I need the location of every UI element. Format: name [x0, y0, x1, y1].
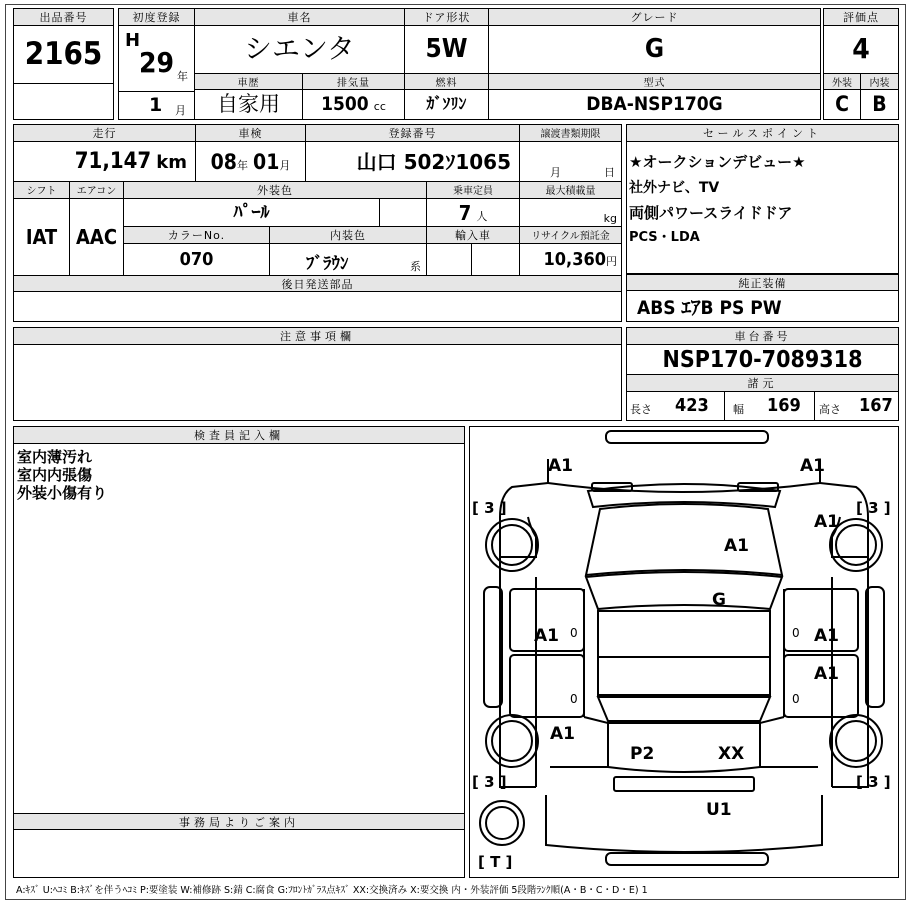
month-unit: 月: [175, 104, 186, 117]
recycle-label: リサイクル預託金: [520, 227, 621, 244]
mark-front-left: A1: [548, 456, 573, 476]
score-value: 4: [824, 26, 898, 74]
zero-mark: 0: [570, 692, 578, 706]
header-lot-box: [13, 8, 114, 120]
inspection-label: 車検: [196, 125, 306, 142]
height-cell: [815, 392, 898, 420]
tire-front-left-depth: [ 3 ]: [472, 499, 507, 517]
length-label: 長さ: [630, 403, 652, 416]
sales-line: PCS・LDA: [629, 230, 700, 245]
mark-door-rear-right: A1: [814, 664, 839, 684]
transfer-cell: [520, 142, 621, 182]
displacement-label: 排気量: [303, 74, 405, 90]
door-type: 5W: [405, 26, 489, 74]
load-cell: [520, 199, 621, 227]
inspector-note: 外装小傷有り: [17, 484, 108, 502]
length-value: 423: [675, 395, 709, 416]
lot-label: 出品番号: [14, 9, 113, 26]
mark-hood: A1: [724, 536, 749, 556]
car-name: シエンタ: [195, 26, 405, 74]
transfer-month: 月: [550, 166, 561, 179]
mileage-cell: [14, 142, 196, 182]
mark-windshield: G: [712, 590, 726, 610]
color-value: ﾊﾟｰﾙ: [124, 199, 380, 227]
interior-label: 内装: [861, 74, 898, 90]
first-reg-label: 初度登録: [119, 9, 195, 26]
exterior-label: 外装: [824, 74, 861, 90]
aircon-label: エアコン: [70, 182, 124, 199]
zero-mark: 0: [792, 692, 800, 706]
insp-month-unit: 月: [279, 159, 291, 172]
sales-line: ★オークションデビュー★: [629, 153, 806, 171]
width-cell: [725, 392, 815, 420]
history-label: 車歴: [195, 74, 303, 90]
mileage-label: 走行: [14, 125, 196, 142]
load-label: 最大積載量: [520, 182, 621, 199]
equipment-label: 純正装備: [627, 274, 898, 291]
grade-value: G: [489, 26, 820, 74]
grade-label: グレード: [489, 9, 820, 26]
shift-label: シフト: [14, 182, 70, 199]
load-unit: kg: [603, 212, 617, 225]
displacement-cell: [303, 90, 405, 119]
recycle-cell: [520, 244, 621, 275]
insp-year: 08: [210, 150, 237, 174]
inspector-box: [13, 426, 465, 878]
score-box: [823, 8, 899, 120]
inspector-note: 室内薄汚れ: [17, 448, 93, 466]
score-label: 評価点: [824, 9, 898, 26]
insp-year-unit: 年: [236, 159, 248, 172]
office-label: 事務局よりご案内: [14, 813, 464, 830]
recycle-value: 10,360: [543, 249, 606, 270]
spare-tire-mark: [ T ]: [478, 853, 513, 871]
vehicle-details-box: [13, 124, 622, 322]
colorno-label: カラーNo.: [124, 227, 270, 244]
intcolor-value: ﾌﾞﾗｳﾝ: [306, 254, 349, 274]
intcolor-suffix: 系: [410, 260, 421, 273]
reg-month: 1: [149, 94, 163, 116]
colorno-value: 070: [124, 244, 270, 275]
car-outline-svg: [470, 427, 898, 877]
width-label: 幅: [733, 403, 744, 416]
model-label: 型式: [489, 74, 820, 90]
mileage-unit: km: [156, 152, 187, 173]
sales-line: 社外ナビ、TV: [629, 180, 720, 196]
lot-number: 2165: [14, 26, 113, 84]
history-value: 自家用: [195, 90, 303, 119]
length-cell: [627, 392, 725, 420]
chassis-label: 車台番号: [627, 328, 898, 345]
mileage-value: 71,147: [74, 149, 152, 174]
notes-label: 注意事項欄: [14, 328, 621, 345]
height-label: 高さ: [819, 403, 841, 416]
damage-diagram: [469, 426, 899, 878]
sales-line: 両側パワースライドドア: [629, 204, 793, 222]
transfer-label: 譲渡書類期限: [520, 125, 621, 142]
color-label: 外装色: [124, 182, 427, 199]
mark-rear-bumper: U1: [706, 800, 732, 820]
transfer-day: 日: [604, 166, 615, 179]
first-reg-cell: [119, 26, 195, 119]
later-parts-label: 後日発送部品: [14, 275, 621, 292]
model-value: DBA-NSP170G: [586, 93, 723, 115]
shift-value: IAT: [14, 199, 70, 275]
tire-rear-right-depth: [ 3 ]: [856, 773, 891, 791]
chassis-box: [626, 327, 899, 421]
height-value: 167: [859, 395, 893, 416]
regno-label: 登録番号: [306, 125, 520, 142]
displacement-value: 1500: [321, 93, 369, 115]
intcolor-label: 内装色: [270, 227, 427, 244]
capacity-label: 乗車定員: [427, 182, 520, 199]
interior-grade: B: [872, 92, 887, 116]
mark-tailgate-p2: P2: [630, 744, 655, 764]
car-name-label: 車名: [195, 9, 405, 26]
dims-label: 諸元: [627, 375, 898, 392]
aircon-value: AAC: [70, 199, 124, 275]
year-unit: 年: [177, 70, 188, 83]
width-value: 169: [767, 395, 801, 416]
era: H: [125, 30, 141, 51]
capacity-unit: 人: [476, 210, 488, 223]
reg-year: 29: [139, 46, 175, 79]
displacement-unit: cc: [373, 100, 386, 113]
sales-points-box: [626, 124, 899, 274]
legend: A:ｷｽﾞ U:ﾍｺﾐ B:ｷｽﾞを伴うﾍｺﾐ P:要塗装 W:補修跡 S:錆 C:腐食 G:ﾌﾛﾝﾄｶﾞﾗｽ点ｷｽﾞ XX:交換済み X:要交換 内・外装評価 5段階ﾗﾝｸ順(A・B・C・D・E) 1: [16, 885, 648, 896]
equipment-box: [626, 274, 899, 322]
inspector-note: 室内内張傷: [17, 466, 93, 484]
mark-fender-right: A1: [814, 512, 839, 532]
mark-tailgate-xx: XX: [718, 744, 745, 764]
inspection-cell: [196, 142, 306, 182]
zero-mark: 0: [792, 626, 800, 640]
tire-rear-left-depth: [ 3 ]: [472, 773, 507, 791]
chassis-number: NSP170-7089318: [627, 345, 898, 375]
fuel-value: ｶﾞｿﾘﾝ: [405, 90, 489, 119]
intcolor-cell: [270, 244, 427, 275]
recycle-unit: 円: [606, 255, 617, 268]
header-main-box: [118, 8, 821, 120]
registration-number: 山口 502ｿ1065: [306, 142, 520, 182]
equipment-value: ABS ｴｱB PS PW: [637, 297, 782, 319]
inspector-label: 検査員記入欄: [14, 427, 464, 444]
fuel-label: 燃料: [405, 74, 489, 90]
notes-box: [13, 327, 622, 421]
sales-label: セールスポイント: [627, 125, 898, 142]
mark-door-front-left: A1: [534, 626, 559, 646]
capacity-value: 7: [458, 201, 472, 225]
zero-mark: 0: [570, 626, 578, 640]
mark-quarter-left: A1: [550, 724, 575, 744]
door-label: ドア形状: [405, 9, 489, 26]
mark-door-front-right: A1: [814, 626, 839, 646]
import-label: 輸入車: [427, 227, 520, 244]
capacity-cell: [427, 199, 520, 227]
tire-front-right-depth: [ 3 ]: [856, 499, 891, 517]
mark-front-right: A1: [800, 456, 825, 476]
exterior-grade: C: [824, 90, 861, 119]
insp-month: 01: [253, 150, 280, 174]
